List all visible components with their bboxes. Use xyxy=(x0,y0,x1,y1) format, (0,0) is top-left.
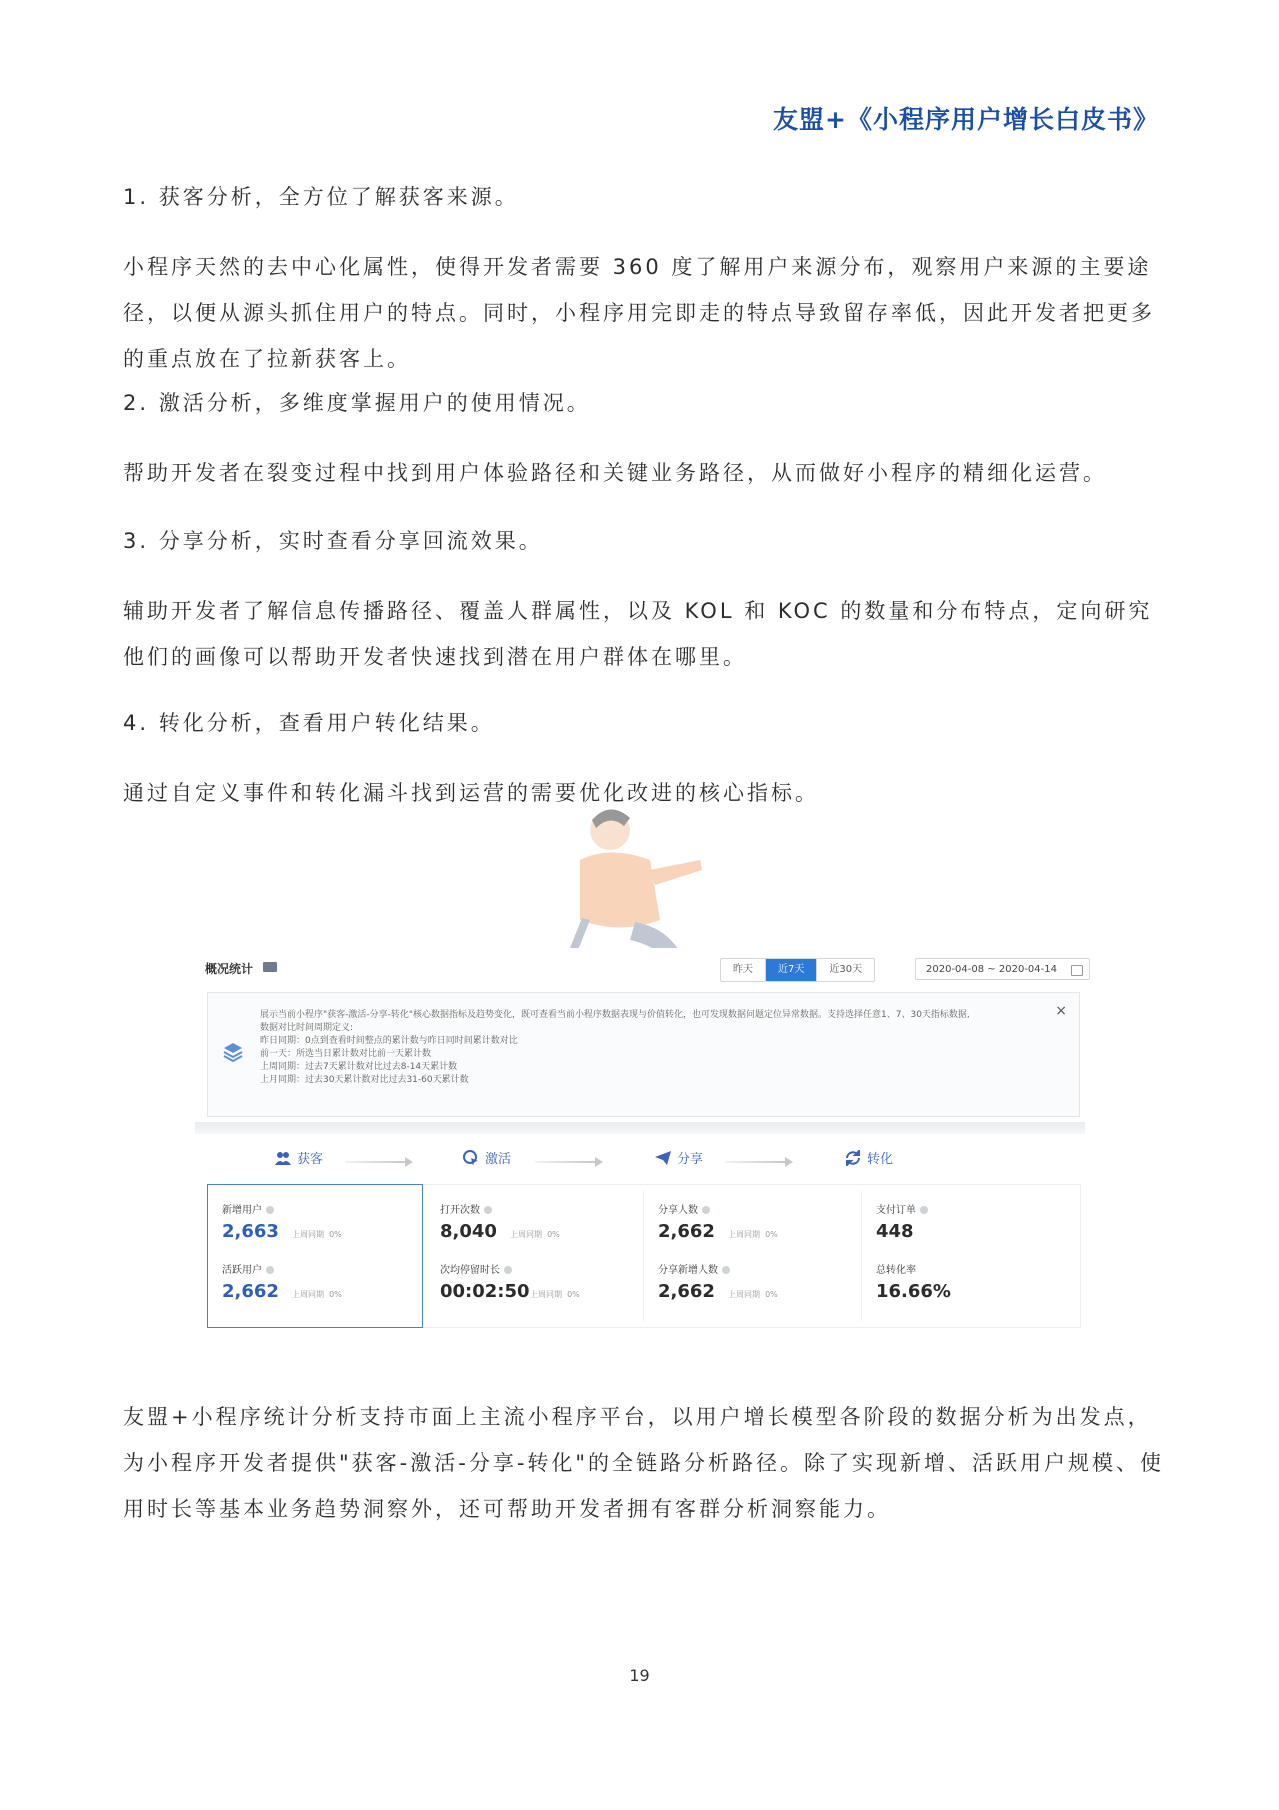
metric-value: 2,662 xyxy=(222,1281,279,1302)
info-text xyxy=(260,1009,970,1087)
paragraph-sharing-body: 辅助开发者了解信息传播路径、覆盖人群属性，以及 KOL 和 KOC 的数量和分布特点，定向研究他们的画像可以帮助开发者快速找到潜在用户群体在哪里。 xyxy=(123,599,1153,669)
stage-conversion[interactable] xyxy=(845,1148,893,1167)
metric-compare: 上周同期 0% xyxy=(728,1230,778,1239)
help-icon xyxy=(702,1206,710,1214)
info-line: 昨日同期：0点到查看时间整点的累计数与昨日同时间累计数对比 xyxy=(260,1036,518,1046)
help-icon xyxy=(266,1206,274,1214)
book-icon xyxy=(263,962,277,972)
dashboard-toolbar xyxy=(195,948,1095,992)
metric-label: 活跃用户 xyxy=(222,1261,274,1276)
info-line: 前一天：所选当日累计数对比前一天累计数 xyxy=(260,1049,432,1059)
arrow-right-icon xyxy=(405,1157,413,1167)
paragraph-summary: 友盟+小程序统计分析支持市面上主流小程序平台，以用户增长模型各阶段的数据分析为出发点，为小程序开发者提供"获客-激活-分享-转化"的全链路分析路径。除了实现新增、活跃用户规模、使用时长等基本业务趋势洞察外，还可帮助开发者拥有客群分析洞察能力。 xyxy=(123,1405,1165,1521)
date-range-picker[interactable] xyxy=(915,958,1090,980)
document-header-title: 友盟+《小程序用户增长白皮书》 xyxy=(773,105,1159,134)
close-icon[interactable]: × xyxy=(1055,1003,1067,1019)
metric-compare: 上周同期 0% xyxy=(292,1290,342,1299)
metric-card-acquisition[interactable] xyxy=(207,1184,423,1328)
metric-label: 打开次数 xyxy=(440,1201,492,1216)
metric-card-activation[interactable] xyxy=(426,1185,644,1327)
tab-last-30-days[interactable]: 近30天 xyxy=(829,964,863,975)
arrow-right-icon xyxy=(595,1157,603,1167)
dashboard-title: 概况统计 xyxy=(205,962,254,976)
help-icon xyxy=(266,1266,274,1274)
stage-label: 激活 xyxy=(485,1152,512,1167)
arrow-line xyxy=(725,1161,785,1163)
help-icon xyxy=(484,1206,492,1214)
paragraph-conversion-heading: 4. 转化分析，查看用户转化结果。 xyxy=(123,711,495,735)
arrow-line xyxy=(345,1161,405,1163)
metric-label: 次均停留时长 xyxy=(440,1261,512,1276)
paragraph-sharing-heading: 3. 分享分析，实时查看分享回流效果。 xyxy=(123,529,543,553)
stage-label: 分享 xyxy=(677,1152,704,1167)
tab-yesterday[interactable]: 昨天 xyxy=(721,959,766,981)
growth-funnel xyxy=(195,1144,1085,1174)
metric-compare: 上周同期 0% xyxy=(510,1230,560,1239)
arrow-right-icon xyxy=(785,1157,793,1167)
stage-label: 获客 xyxy=(297,1152,324,1167)
arrow-line xyxy=(535,1161,595,1163)
metric-card-sharing[interactable] xyxy=(644,1185,862,1327)
help-icon xyxy=(504,1266,512,1274)
paragraph-activation-body: 帮助开发者在裂变过程中找到用户体验路径和关键业务路径，从而做好小程序的精细化运营。 xyxy=(123,461,1107,485)
convert-arrows-icon xyxy=(845,1150,861,1166)
page-number: 19 xyxy=(629,1666,650,1685)
metric-value: 2,662 xyxy=(658,1281,715,1302)
metric-label: 分享新增人数 xyxy=(658,1261,730,1276)
stage-activation[interactable] xyxy=(463,1148,511,1167)
paragraph-conversion-body: 通过自定义事件和转化漏斗找到运营的需要优化改进的核心指标。 xyxy=(123,781,819,805)
paragraph-acquisition-heading: 1. 获客分析，全方位了解获客来源。 xyxy=(123,185,519,209)
metric-value: 448 xyxy=(876,1221,914,1242)
info-line: 数据对比时间周期定义: xyxy=(260,1023,354,1033)
cursor-click-icon xyxy=(463,1150,479,1166)
stage-sharing[interactable] xyxy=(655,1148,703,1167)
paragraph-activation-heading: 2. 激活分析，多维度掌握用户的使用情况。 xyxy=(123,391,591,415)
metric-value: 8,040 xyxy=(440,1221,497,1242)
stage-label: 转化 xyxy=(867,1152,894,1167)
info-line: 上周同期：过去7天累计数对比过去8-14天累计数 xyxy=(260,1062,458,1072)
tab-last-7-days[interactable]: 近7天 xyxy=(766,959,817,981)
paragraph-acquisition-body: 小程序天然的去中心化属性，使得开发者需要 360 度了解用户来源分布，观察用户来源的主要途径，以便从源头抓住用户的特点。同时，小程序用完即走的特点导致留存率低，因此开发者把更多的重点放在了拉新获客上。 xyxy=(123,255,1155,371)
help-icon xyxy=(722,1266,730,1274)
users-icon xyxy=(275,1151,291,1165)
date-range-tabs xyxy=(720,958,875,982)
paper-plane-icon xyxy=(655,1151,671,1165)
dashboard-screenshot xyxy=(195,948,1095,1348)
metric-value: 2,663 xyxy=(222,1221,279,1242)
metric-value: 16.66% xyxy=(876,1281,951,1302)
metric-compare: 上周同期 0% xyxy=(728,1290,778,1299)
metric-cards xyxy=(207,1184,1081,1328)
metric-compare: 上周同期 0% xyxy=(292,1230,342,1239)
metric-label: 支付订单 xyxy=(876,1201,928,1216)
metric-label: 分享人数 xyxy=(658,1201,710,1216)
metric-value: 00:02:50 xyxy=(440,1281,530,1302)
layers-icon xyxy=(222,1041,244,1063)
stage-acquisition[interactable] xyxy=(275,1148,323,1167)
info-notice xyxy=(207,992,1080,1117)
info-line: 展示当前小程序"获客-激活-分享-转化"核心数据指标及趋势变化，既可查看当前小程序数据表现与价值转化，也可发现数据问题定位异常数据。支持选择任意1、7、30天指标数据, xyxy=(260,1010,970,1020)
metric-compare: 上周同期 0% xyxy=(530,1290,580,1299)
divider-bar xyxy=(195,1122,1085,1134)
metric-label: 新增用户 xyxy=(222,1201,274,1216)
help-icon xyxy=(920,1206,928,1214)
metric-card-conversion[interactable] xyxy=(862,1185,1080,1327)
metric-value: 2,662 xyxy=(658,1221,715,1242)
date-range-value: 2020-04-08 ~ 2020-04-14 xyxy=(926,964,1057,975)
metric-label: 总转化率 xyxy=(876,1265,916,1276)
calendar-icon xyxy=(1071,965,1083,976)
info-line: 上月同期：过去30天累计数对比过去31-60天累计数 xyxy=(260,1075,469,1085)
